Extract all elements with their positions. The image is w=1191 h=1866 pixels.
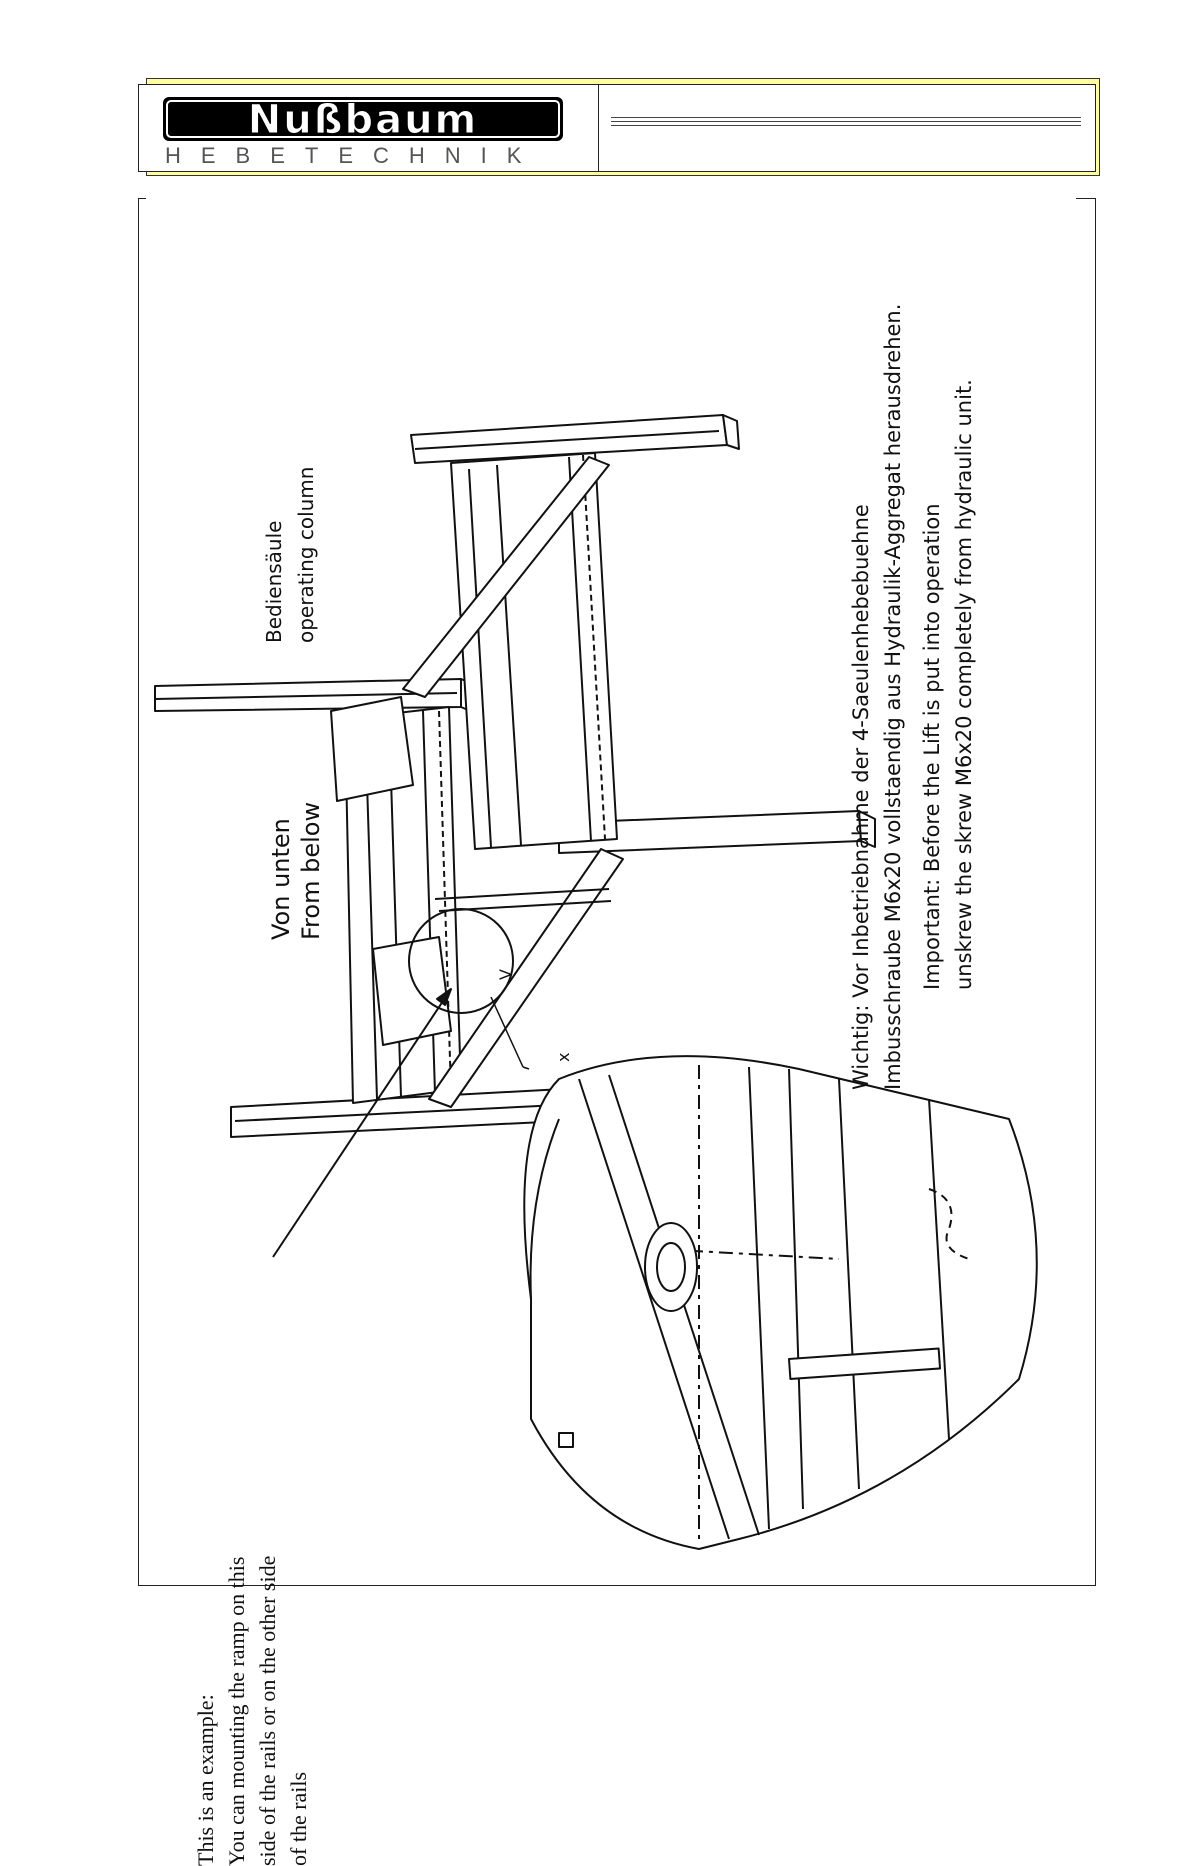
ramp-lower [373, 937, 451, 1045]
runway-right [451, 453, 617, 849]
detail-marker: x [554, 1052, 573, 1062]
operating-column-label [258, 467, 322, 643]
ramp-note-line: of the rails [286, 1771, 311, 1866]
logo-wordmark [163, 97, 563, 141]
warning-german-line: Wichtig: Vor Inbetriebnahme der 4-Saeulenhebebuehne [849, 504, 873, 1090]
warning-german-line: Imbusschraube M6x20 vollstaendig aus Hydraulik-Aggregat herausdrehen. [881, 303, 905, 1090]
company-logo [163, 97, 563, 141]
logo-text: Nußbaum [247, 97, 479, 141]
detail-view [524, 1056, 1037, 1549]
header-rule [611, 117, 1081, 127]
page-header [138, 84, 1096, 172]
ramp-note-line: This is an example: [193, 1694, 218, 1866]
ramp-note-line: side of the rails or on the other side [255, 1555, 280, 1866]
ramp-upper [331, 697, 413, 801]
view-label-de: Von unten [267, 818, 295, 940]
warning-english-line: Important: Before the Lift is put into operation [920, 503, 944, 990]
warning-german [845, 304, 909, 1090]
ramp-note-line: You can mounting the ramp on this [224, 1556, 249, 1866]
warning-english [916, 379, 980, 990]
view-label-en: From below [297, 801, 325, 940]
operating-column-label-de: Bediensäule [262, 520, 286, 643]
detail-marker-small: V [496, 969, 515, 980]
warning-english-line: unskrew the skrew M6x20 completely from hydraulic unit. [952, 379, 976, 990]
ramp-note [190, 1556, 314, 1866]
header-divider [598, 85, 599, 171]
logo-subtitle: HEBETECHNIK [165, 143, 542, 168]
view-label [266, 802, 326, 940]
operating-column-label-en: operating column [294, 466, 318, 643]
